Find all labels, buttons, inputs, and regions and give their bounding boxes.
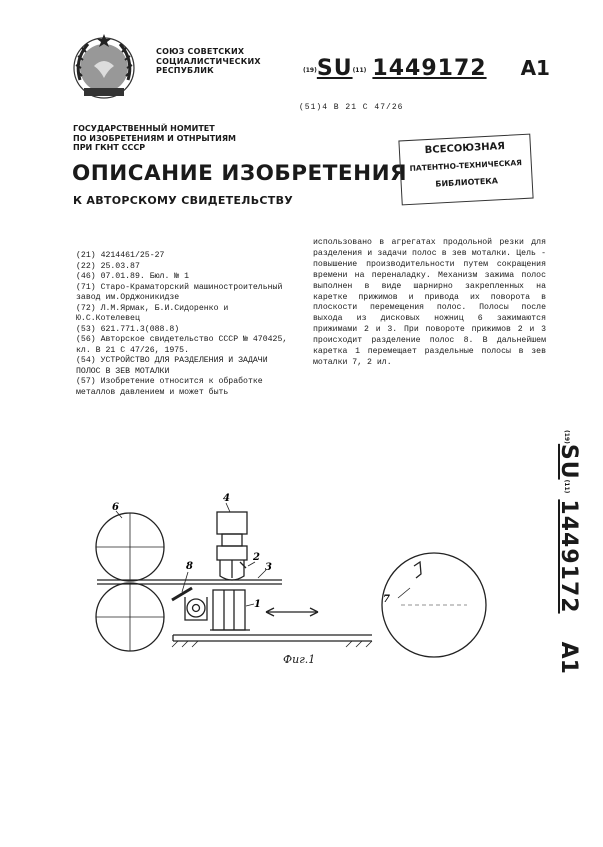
document-subtitle: К АВТОРСКОМУ СВИДЕТЕЛЬСТВУ [73,194,294,207]
label-6: 6 [112,502,119,513]
field-54: (54) УСТРОЙСТВО ДЛЯ РАЗДЕЛЕНИЯ И ЗАДАЧИ ПОЛОС В ЗЕВ МОТАЛКИ [76,356,268,376]
field-46: (46) 07.01.89. Бюл. № 1 [76,272,190,281]
label-1: 1 [254,599,261,610]
library-stamp: ВСЕСОЮЗНАЯ ПАТЕНТНО-ТЕХНИЧЕСКАЯ БИБЛИОТЕКА [398,134,533,206]
label-7: 7 [383,594,390,605]
field-53: (53) 621.771.3(088.8) [76,324,180,334]
figure-caption: Фиг.1 [283,653,316,666]
field-57: (57) Изобретение относится к обработке металлов давлением и может быть [76,377,263,397]
drive [217,512,247,534]
field-22: (22) 25.03.87 [76,261,140,271]
label-2: 2 [253,552,260,563]
label-4: 4 [223,493,230,504]
gear [187,599,205,617]
side-patent-number: (19)SU(11)1449172A1 [556,430,581,674]
field-71: (71) Старо-Краматорский машиностроительный завод им.Орджоникидзе [76,282,283,302]
label-8: 8 [186,561,193,572]
ipc-classification: (51)4 В 21 С 47/26 [299,103,404,112]
label-3: 3 [265,562,272,573]
field-72: (72) Л.М.Ярмак, Б.И.Сидоренко и Ю.С.Котелевец [76,303,229,323]
document-title: ОПИСАНИЕ ИЗОБРЕТЕНИЯ [72,161,408,186]
coiler-drum [382,553,486,657]
field-21: (21) 4214461/25-27 [76,251,165,260]
carriage [213,590,245,630]
patent-number-header: (19)SU(11) 1449172 A1 [303,56,550,81]
country-name: СОЮЗ СОВЕТСКИХ СОЦИАЛИСТИЧЕСКИХ РЕСПУБЛИК [156,47,261,75]
field-56: (56) Авторское свидетельство СССР № 470425, кл. В 21 С 47/26, 1975. [76,335,288,355]
committee-name: ГОСУДАРСТВЕННЫЙ НОМИТЕТ ПО ИЗОБРЕТЕНИЯМ И ОТНРЫТИЯМ ПРИ ГКНТ СССР [73,124,236,152]
abstract-text: использовано в агрегатах продольной резки для разделения и задачи полос в зев моталки. Цель - повышение производительности путем сокращения времени на переналадку. Механизм зажима полос выполнен в виде шарнирно закрепленных на каретке прижимов и привода их поворота в плоскости перемещения полос. Полосы после выхода из дисковых ножниц 6 зажимаются прижимами 2 и 3. При повороте прижимов 2 и 3 происходит разделение полос 8. В дальнейшем каретка 1 перемещает раздельные полосы в зев моталки 7, 2 ил. [313,238,546,367]
